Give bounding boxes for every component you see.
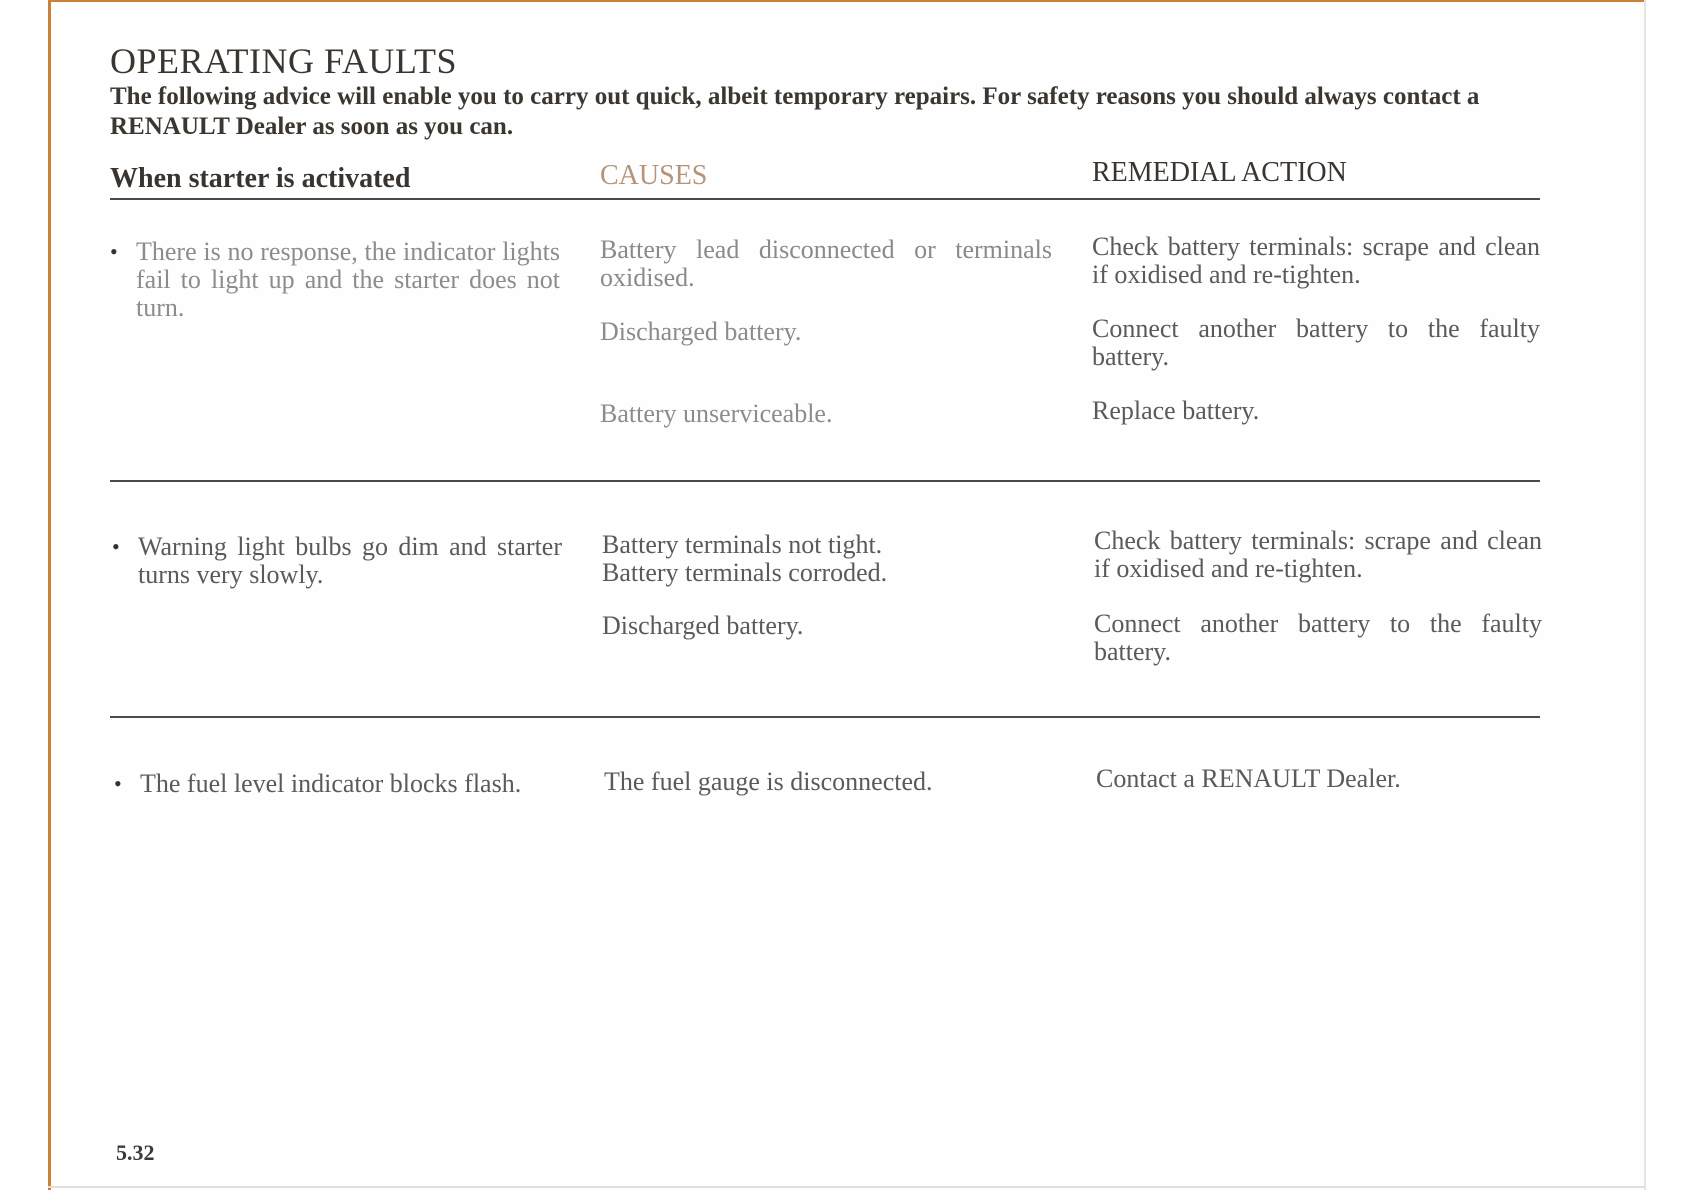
remedy-row-1-item-1: Check battery terminals: scrape and clean if oxidised and re-tighten. bbox=[1092, 232, 1540, 289]
intro-paragraph: The following advice will enable you to carry out quick, albeit temporary repairs. For safety reasons you should always contact a RENAULT Dealer as soon as you can. bbox=[110, 83, 1480, 140]
page-right-edge bbox=[1644, 0, 1646, 1190]
page-number: 5.32 bbox=[116, 1140, 155, 1165]
remedy-row-3-item-1: Contact a RENAULT Dealer. bbox=[1096, 764, 1401, 793]
symptom-text: Warning light bulbs go dim and starter turns very slowly. bbox=[138, 532, 562, 589]
column-header-causes: CAUSES bbox=[600, 160, 708, 191]
symptom-row-1 bbox=[110, 238, 560, 322]
page-bottom-edge bbox=[48, 1186, 1646, 1188]
symptom-row-3 bbox=[114, 770, 564, 798]
cause-line-1: Battery terminals not tight. bbox=[602, 530, 883, 559]
bullet-icon: • bbox=[112, 534, 120, 559]
cause-row-2-item-1 bbox=[602, 531, 1054, 587]
symptom-text: There is no response, the indicator lights fail to light up and the starter does not turn. bbox=[136, 237, 560, 322]
bullet-icon: • bbox=[110, 239, 118, 264]
cause-row-1-item-1: Battery lead disconnected or terminals oxidised. bbox=[600, 235, 1052, 292]
row-divider-1 bbox=[110, 480, 1540, 482]
remedy-row-2-item-1: Check battery terminals: scrape and clean if oxidised and re-tighten. bbox=[1094, 526, 1542, 583]
remedy-row-2-item-2: Connect another battery to the faulty battery. bbox=[1094, 609, 1542, 666]
column-header-remedy: REMEDIAL ACTION bbox=[1092, 157, 1347, 188]
symptom-text: The fuel level indicator blocks flash. bbox=[140, 769, 522, 798]
remedy-row-1-item-2: Connect another battery to the faulty battery. bbox=[1092, 314, 1540, 371]
page-title: OPERATING FAULTS bbox=[110, 41, 458, 81]
cause-row-1-item-3: Battery unserviceable. bbox=[600, 399, 833, 428]
bullet-icon: • bbox=[114, 771, 122, 796]
remedy-row-1-item-3: Replace battery. bbox=[1092, 396, 1260, 425]
cause-line-2: Battery terminals corroded. bbox=[602, 558, 888, 587]
cause-row-1-item-2: Discharged battery. bbox=[600, 317, 802, 346]
column-header-symptom: When starter is activated bbox=[110, 163, 411, 194]
symptom-row-2 bbox=[112, 533, 562, 589]
cause-row-2-item-2: Discharged battery. bbox=[602, 611, 804, 640]
header-divider bbox=[110, 198, 1540, 200]
row-divider-2 bbox=[110, 716, 1540, 718]
cause-row-3-item-1: The fuel gauge is disconnected. bbox=[604, 767, 933, 796]
